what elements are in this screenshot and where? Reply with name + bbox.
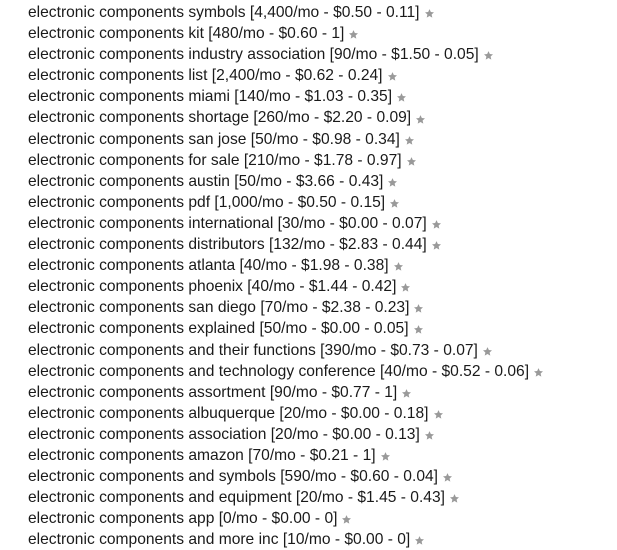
keyword-item bbox=[28, 318, 617, 339]
keyword-label: electronic components san jose [50/mo - $0.98 - 0.34] bbox=[28, 130, 400, 148]
keyword-item bbox=[28, 86, 617, 107]
keyword-item bbox=[28, 529, 617, 550]
keyword-item bbox=[28, 445, 617, 466]
keyword-item bbox=[28, 234, 617, 255]
keyword-label: electronic components miami [140/mo - $1.03 - 0.35] bbox=[28, 88, 393, 106]
keyword-item bbox=[28, 2, 617, 23]
star-icon[interactable] bbox=[483, 50, 494, 61]
star-icon[interactable] bbox=[533, 367, 544, 378]
star-icon[interactable] bbox=[431, 240, 442, 251]
star-icon[interactable] bbox=[415, 114, 426, 125]
keyword-label: electronic components distributors [132/mo - $2.83 - 0.44] bbox=[28, 236, 427, 254]
keyword-label: electronic components for sale [210/mo - $1.78 - 0.97] bbox=[28, 151, 402, 169]
keyword-label: electronic components association [20/mo - $0.00 - 0.13] bbox=[28, 425, 420, 443]
keyword-label: electronic components amazon [70/mo - $0.21 - 1] bbox=[28, 446, 376, 464]
keyword-item bbox=[28, 213, 617, 234]
keyword-item bbox=[28, 487, 617, 508]
keyword-label: electronic components and equipment [20/mo - $1.45 - 0.43] bbox=[28, 489, 445, 507]
keyword-label: electronic components and more inc [10/mo - $0.00 - 0] bbox=[28, 531, 411, 549]
star-icon[interactable] bbox=[389, 198, 400, 209]
star-icon[interactable] bbox=[387, 71, 398, 82]
keyword-item bbox=[28, 150, 617, 171]
keyword-label: electronic components shortage [260/mo - $2.20 - 0.09] bbox=[28, 109, 412, 127]
star-icon[interactable] bbox=[482, 346, 493, 357]
star-icon[interactable] bbox=[400, 282, 411, 293]
keyword-item bbox=[28, 171, 617, 192]
keyword-label: electronic components assortment [90/mo - $0.77 - 1] bbox=[28, 383, 398, 401]
star-icon[interactable] bbox=[387, 177, 398, 188]
star-icon[interactable] bbox=[348, 29, 359, 40]
keyword-item bbox=[28, 192, 617, 213]
star-icon[interactable] bbox=[406, 156, 417, 167]
keyword-item bbox=[28, 65, 617, 86]
star-icon[interactable] bbox=[431, 219, 442, 230]
keyword-label: electronic components austin [50/mo - $3.66 - 0.43] bbox=[28, 172, 384, 190]
keyword-label: electronic components pdf [1,000/mo - $0.50 - 0.15] bbox=[28, 193, 386, 211]
keyword-label: electronic components and their functions [390/mo - $0.73 - 0.07] bbox=[28, 341, 478, 359]
keyword-item bbox=[28, 297, 617, 318]
star-icon[interactable] bbox=[449, 493, 460, 504]
star-icon[interactable] bbox=[401, 388, 412, 399]
keyword-label: electronic components symbols [4,400/mo - $0.50 - 0.11] bbox=[28, 4, 420, 21]
keyword-item bbox=[28, 23, 617, 44]
keyword-item bbox=[28, 276, 617, 297]
keyword-item bbox=[28, 44, 617, 65]
star-icon[interactable] bbox=[393, 261, 404, 272]
star-icon[interactable] bbox=[341, 514, 352, 525]
star-icon[interactable] bbox=[433, 409, 444, 420]
keyword-label: electronic components and symbols [590/mo - $0.60 - 0.04] bbox=[28, 468, 438, 486]
keyword-item bbox=[28, 340, 617, 361]
keyword-item bbox=[28, 424, 617, 445]
star-icon[interactable] bbox=[442, 472, 453, 483]
keyword-item bbox=[28, 361, 617, 382]
keyword-item bbox=[28, 255, 617, 276]
keyword-label: electronic components san diego [70/mo - $2.38 - 0.23] bbox=[28, 299, 410, 317]
keyword-label: electronic components kit [480/mo - $0.60 - 1] bbox=[28, 25, 345, 43]
star-icon[interactable] bbox=[414, 535, 425, 546]
keyword-label: electronic components list [2,400/mo - $0.62 - 0.24] bbox=[28, 67, 383, 85]
star-icon[interactable] bbox=[404, 135, 415, 146]
star-icon[interactable] bbox=[424, 430, 435, 441]
keyword-item bbox=[28, 403, 617, 424]
keyword-label: electronic components phoenix [40/mo - $1.44 - 0.42] bbox=[28, 278, 397, 296]
keyword-item bbox=[28, 466, 617, 487]
star-icon[interactable] bbox=[413, 303, 424, 314]
star-icon[interactable] bbox=[424, 8, 435, 19]
keyword-item bbox=[28, 382, 617, 403]
keyword-label: electronic components explained [50/mo - $0.00 - 0.05] bbox=[28, 320, 409, 338]
keyword-item bbox=[28, 129, 617, 150]
keyword-label: electronic components and technology conference [40/mo - $0.52 - 0.06] bbox=[28, 362, 530, 380]
star-icon[interactable] bbox=[413, 324, 424, 335]
keyword-label: electronic components industry association [90/mo - $1.50 - 0.05] bbox=[28, 46, 479, 64]
keyword-label: electronic components international [30/mo - $0.00 - 0.07] bbox=[28, 214, 427, 232]
star-icon[interactable] bbox=[380, 451, 391, 462]
keyword-item bbox=[28, 508, 617, 529]
keyword-item bbox=[28, 107, 617, 128]
star-icon[interactable] bbox=[396, 92, 407, 103]
keyword-label: electronic components app [0/mo - $0.00 - 0] bbox=[28, 510, 338, 528]
keyword-label: electronic components albuquerque [20/mo - $0.00 - 0.18] bbox=[28, 404, 429, 422]
keyword-label: electronic components atlanta [40/mo - $1.98 - 0.38] bbox=[28, 257, 389, 275]
